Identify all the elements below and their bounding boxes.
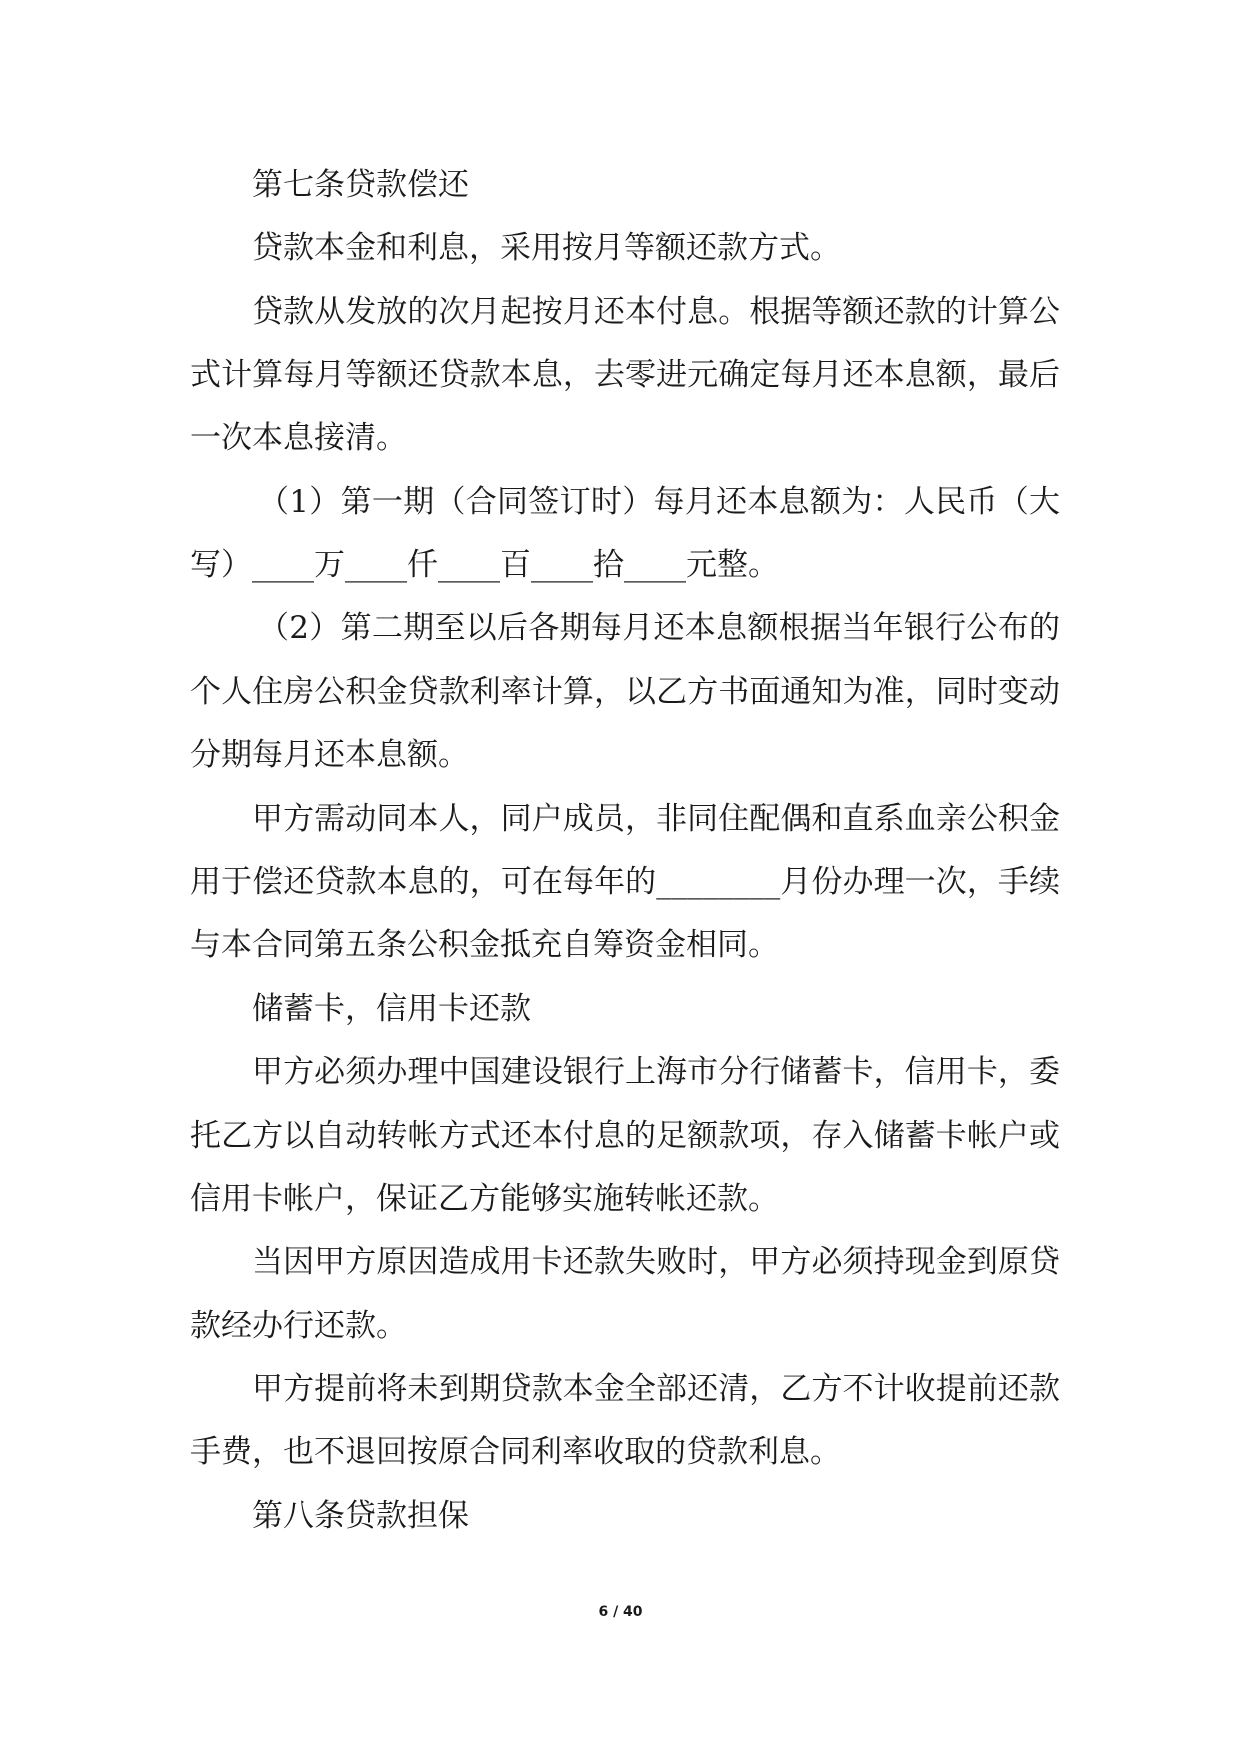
paragraph-line: 甲方提前将未到期贷款本金全部还清，乙方不计收提前还款: [252, 1371, 1060, 1407]
paragraph-line: 与本合同第五条公积金抵充自筹资金相同。: [190, 927, 779, 963]
paragraph-line: 手费，也不退回按原合同利率收取的贷款利息。: [190, 1434, 841, 1470]
paragraph-line: 托乙方以自动转帐方式还本付息的足额款项，存入储蓄卡帐户或: [190, 1118, 1060, 1154]
page-number: 6 / 40: [598, 1604, 643, 1620]
paragraph-line: 款经办行还款。: [190, 1308, 407, 1344]
paragraph-line: 甲方必须办理中国建设银行上海市分行储蓄卡，信用卡，委: [252, 1054, 1060, 1090]
paragraph-line: 用于偿还贷款本息的，可在每年的________月份办理一次，手续: [190, 864, 1060, 900]
paragraph-line: 贷款本金和利息，采用按月等额还款方式。: [252, 230, 841, 266]
paragraph-line: 当因甲方原因造成用卡还款失败时，甲方必须持现金到原贷: [252, 1244, 1060, 1280]
paragraph-line: （1）第一期（合同签订时）每月还本息额为：人民币（大: [258, 484, 1060, 520]
paragraph-line: 信用卡帐户，保证乙方能够实施转帐还款。: [190, 1181, 779, 1217]
subheading: 储蓄卡，信用卡还款: [252, 991, 531, 1027]
paragraph-line: 贷款从发放的次月起按月还本付息。根据等额还款的计算公: [252, 294, 1060, 330]
paragraph-line: 分期每月还本息额。: [190, 737, 469, 773]
paragraph-line: （2）第二期至以后各期每月还本息额根据当年银行公布的: [258, 610, 1060, 646]
paragraph-line: 甲方需动同本人，同户成员，非同住配偶和直系血亲公积金: [252, 801, 1060, 837]
paragraph-line: 个人住房公积金贷款利率计算，以乙方书面通知为准，同时变动: [190, 674, 1060, 710]
paragraph-line: 一次本息接清。: [190, 420, 407, 456]
paragraph-line: 式计算每月等额还贷款本息，去零进元确定每月还本息额，最后: [190, 357, 1060, 393]
paragraph-line: 写）____万____仟____百____拾____元整。: [190, 547, 779, 583]
section-heading-article-7: 第七条贷款偿还: [252, 167, 469, 203]
section-heading-article-8: 第八条贷款担保: [252, 1498, 469, 1534]
